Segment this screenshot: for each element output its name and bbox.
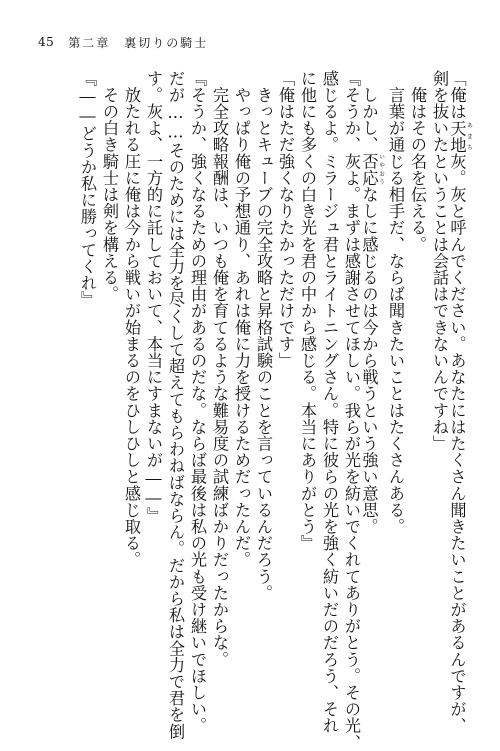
- text-column: に他にも多くの白き光を君の中から感じる。本当にありがとう』: [298, 70, 317, 552]
- text-column: 感じるよ。ミラージュ君とライトニングさん。特に彼らの光を強く紡いだのだろう、それ: [320, 70, 339, 734]
- text-column: 「俺は天地 あまち灰。灰と呼んでください。あなたにはたくさん聞きたいことがあるんですが、: [447, 70, 473, 735]
- text-column: 放たれる圧に俺は今から戦いが始まるのをひしひしと感じ取る。: [122, 70, 141, 568]
- text-column: 言葉が通じる相手だ、ならば聞きたいことはたくさんある。: [386, 70, 405, 535]
- ruby-reading: あまち: [465, 119, 473, 154]
- text-column: す。灰よ、一方的に託しておいて、本当にすまないが――』: [144, 70, 163, 524]
- text-column: やっぱり俺の予想通り、あれは俺に力を授けるためだったんだ。: [232, 70, 251, 568]
- page-number: 45: [38, 35, 55, 49]
- text-column: その白き騎士は剣を構える。: [100, 70, 119, 303]
- page-header: [38, 32, 208, 52]
- text-column: 『そうか、強くなるための理由があるのだな。ならば最後は私の光も受け継いでほしい。: [188, 70, 207, 734]
- ruby-reading: いやおう: [377, 153, 385, 187]
- text-column: 「俺はただ強くなりたかっただけです」: [276, 70, 295, 369]
- text-column: しかし、否応 いやおうなしに感じるのは今から戦うという強い意思。: [359, 70, 385, 535]
- text-column: 完全攻略報酬は、いつも俺を育てるような難易度の試練ばかりだったからな。: [210, 70, 229, 668]
- text-column: 俺はその名を伝える。: [408, 70, 427, 253]
- chapter-title: 第二章 裏切りの騎士: [68, 35, 209, 50]
- text-column: 『そうか、灰よ。まずは感謝させてほしい。我らが光を紡いでくれてありがとう。その光、: [342, 70, 361, 751]
- text-column: 『――どうか私に勝ってくれ』: [78, 70, 97, 308]
- ruby-tenchi: 天地 あまち: [447, 119, 473, 154]
- text-column: 剣を抜いたということは会話はできないんですね」: [430, 70, 449, 452]
- text-column: だが……そのためには全力を尽くして超えてもらわねばならん。だから私は全力で君を倒: [166, 70, 185, 740]
- text-column: きっとキューブの完全攻略と昇格試験のことを言っているんだろう。: [254, 70, 273, 602]
- ruby-iyaou: 否応 いやおう: [359, 153, 385, 187]
